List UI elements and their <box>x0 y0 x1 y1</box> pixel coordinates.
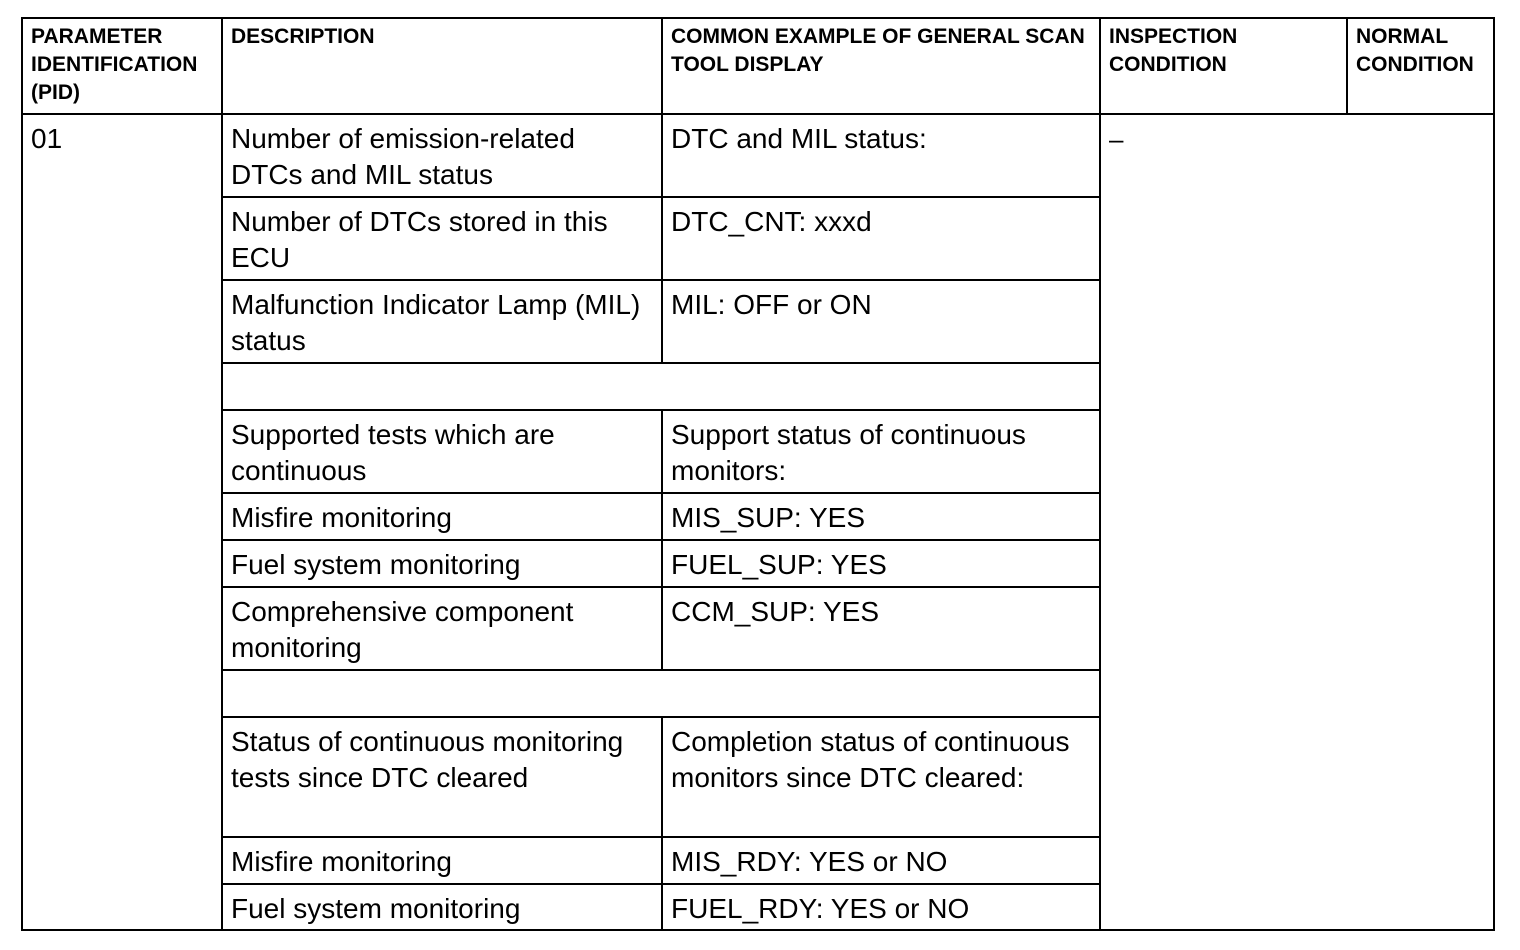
description-cell: Misfire monitoring <box>222 837 662 884</box>
display-cell: DTC and MIL status: <box>662 114 1100 197</box>
display-cell: CCM_SUP: YES <box>662 587 1100 670</box>
display-cell: Support status of continuous monitors: <box>662 410 1100 493</box>
display-cell: FUEL_SUP: YES <box>662 540 1100 587</box>
description-cell: Fuel system monitoring <box>222 884 662 930</box>
description-cell: Number of DTCs stored in this ECU <box>222 197 662 280</box>
spacer-cell <box>222 363 1100 410</box>
table-header-row <box>22 18 1494 114</box>
description-cell: Malfunction Indicator Lamp (MIL) status <box>222 280 662 363</box>
pid-cell: 01 <box>22 114 222 930</box>
header-description: DESCRIPTION <box>222 18 662 114</box>
inspection-value: – <box>1109 124 1124 154</box>
description-cell: Comprehensive component monitoring <box>222 587 662 670</box>
description-cell: Fuel system monitoring <box>222 540 662 587</box>
header-display: COMMON EXAMPLE OF GENERAL SCAN TOOL DISPLAY <box>662 18 1100 114</box>
header-pid: PARAMETER IDENTIFICATION (PID) <box>22 18 222 114</box>
description-cell: Misfire monitoring <box>222 493 662 540</box>
description-cell: Number of emission-related DTCs and MIL status <box>222 114 662 197</box>
table-row <box>22 114 1494 197</box>
display-cell: Completion status of continuous monitors since DTC cleared: <box>662 717 1100 837</box>
description-cell: Status of continuous monitoring tests since DTC cleared <box>222 717 662 837</box>
header-inspection: INSPECTION CONDITION <box>1100 18 1347 114</box>
display-cell: MIL: OFF or ON <box>662 280 1100 363</box>
display-cell: MIS_SUP: YES <box>662 493 1100 540</box>
display-cell: DTC_CNT: xxxd <box>662 197 1100 280</box>
display-cell: FUEL_RDY: YES or NO <box>662 884 1100 930</box>
spacer-cell <box>222 670 1100 717</box>
header-normal: NORMAL CONDITION <box>1347 18 1494 114</box>
description-cell: Supported tests which are continuous <box>222 410 662 493</box>
display-cell: MIS_RDY: YES or NO <box>662 837 1100 884</box>
inspection-cell <box>1100 114 1494 930</box>
pid-table <box>21 17 1495 931</box>
